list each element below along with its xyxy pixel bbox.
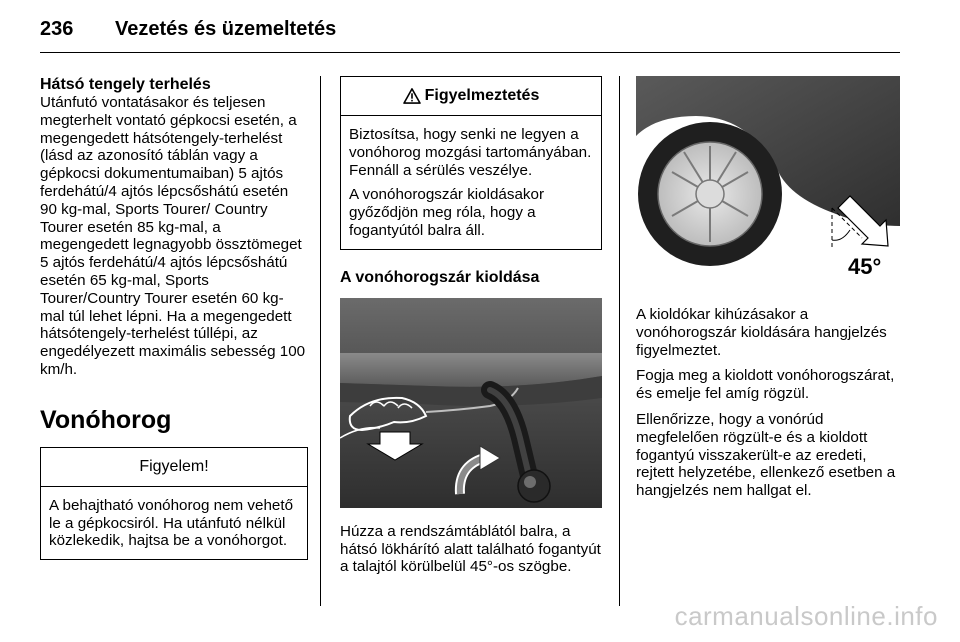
caution-text: A behajtható vonóhorog nem vehető le a gépkocsiról. Ha utánfutó nélkül közlekedik, hajtsa be a vonóhorgot.: [49, 496, 294, 550]
release-towbar-heading: A vonóhorogszár kioldása: [340, 268, 540, 286]
warning-text-1: Biztosítsa, hogy senki ne legyen a vonóhorog mozgási tartományában. Fennáll a sérülés veszélye.: [349, 126, 592, 179]
page-header: [40, 12, 900, 53]
release-instruction-caption: Húzza a rendszámtáblától balra, a hátsó lökhárító alatt található fogantyút a talajtól körülbelül 45°-os szögbe.: [340, 522, 601, 576]
warning-title-row: [341, 77, 601, 116]
rear-axle-load-heading: Hátsó tengely terhelés: [40, 76, 211, 93]
watermark: carmanualsonline.info: [674, 601, 938, 631]
wheel-angle-illustration: [636, 76, 900, 288]
towbar-section-heading: Vonóhorog: [40, 405, 172, 434]
warning-text-2: A vonóhorogszár kioldásakor győződjön meg róla, hogy a fogantyútól balra áll.: [349, 186, 545, 239]
rear-axle-load-text: Utánfutó vontatásakor és teljesen megterhelt vontató gépkocsi esetén, a megengedett hátsótengely-terhelést (lásd az azonosító táblán vagy a gépkocsi dokumentumaiban) 5 ajtós ferdehátú/4 ajtós lépcsőshátú esetén 90 kg-mal, Sports Tourer/ Country Tourer esetén 85 kg-mal, a megengedett legnagyobb össztömeget 5 ajtós ferdehátú/4 ajtós lépcsőshátú esetén 65 kg-mal, Sports Tourer/Country Tourer esetén 60 kg-mal túl lehet lépni. Ha a megengedett hátsótengely-terhelést túllépi, az engedélyezett maximális sebesség 100 km/h.: [40, 94, 306, 378]
column-middle: [340, 76, 602, 576]
column-left: [40, 76, 308, 560]
angle-label: 45°: [848, 254, 882, 279]
warning-triangle-icon: [403, 88, 421, 104]
caution-title: Figyelem!: [41, 448, 307, 487]
warning-box: [340, 76, 602, 250]
column-right: [636, 76, 904, 500]
column-divider-right: [619, 76, 620, 606]
check-lock-text: Ellenőrizze, hogy a vonórúd megfelelően rögzült-e és a kioldott fogantyú visszakerült-e az eredeti, rejtett helyzetébe, ellenkező esetben a hangjelzés nem hallgat el.: [636, 410, 896, 500]
towbar-release-handle-illustration: [340, 298, 602, 508]
handle-pull-figure: [340, 298, 602, 508]
page-number: 236: [40, 18, 74, 40]
warning-title: Figyelmeztetés: [424, 87, 540, 104]
lift-towbar-text: Fogja meg a kioldott vonóhorogszárat, és emelje fel amíg rögzül.: [636, 367, 895, 403]
wheel-45-degree-figure: [636, 76, 900, 288]
column-divider-left: [320, 76, 321, 606]
audible-warning-text: A kioldókar kihúzásakor a vonóhorogszár kioldására hangjelzés figyelmeztet.: [636, 306, 887, 359]
caution-box: [40, 447, 308, 560]
chapter-title: Vezetés és üzemeltetés: [115, 18, 337, 40]
